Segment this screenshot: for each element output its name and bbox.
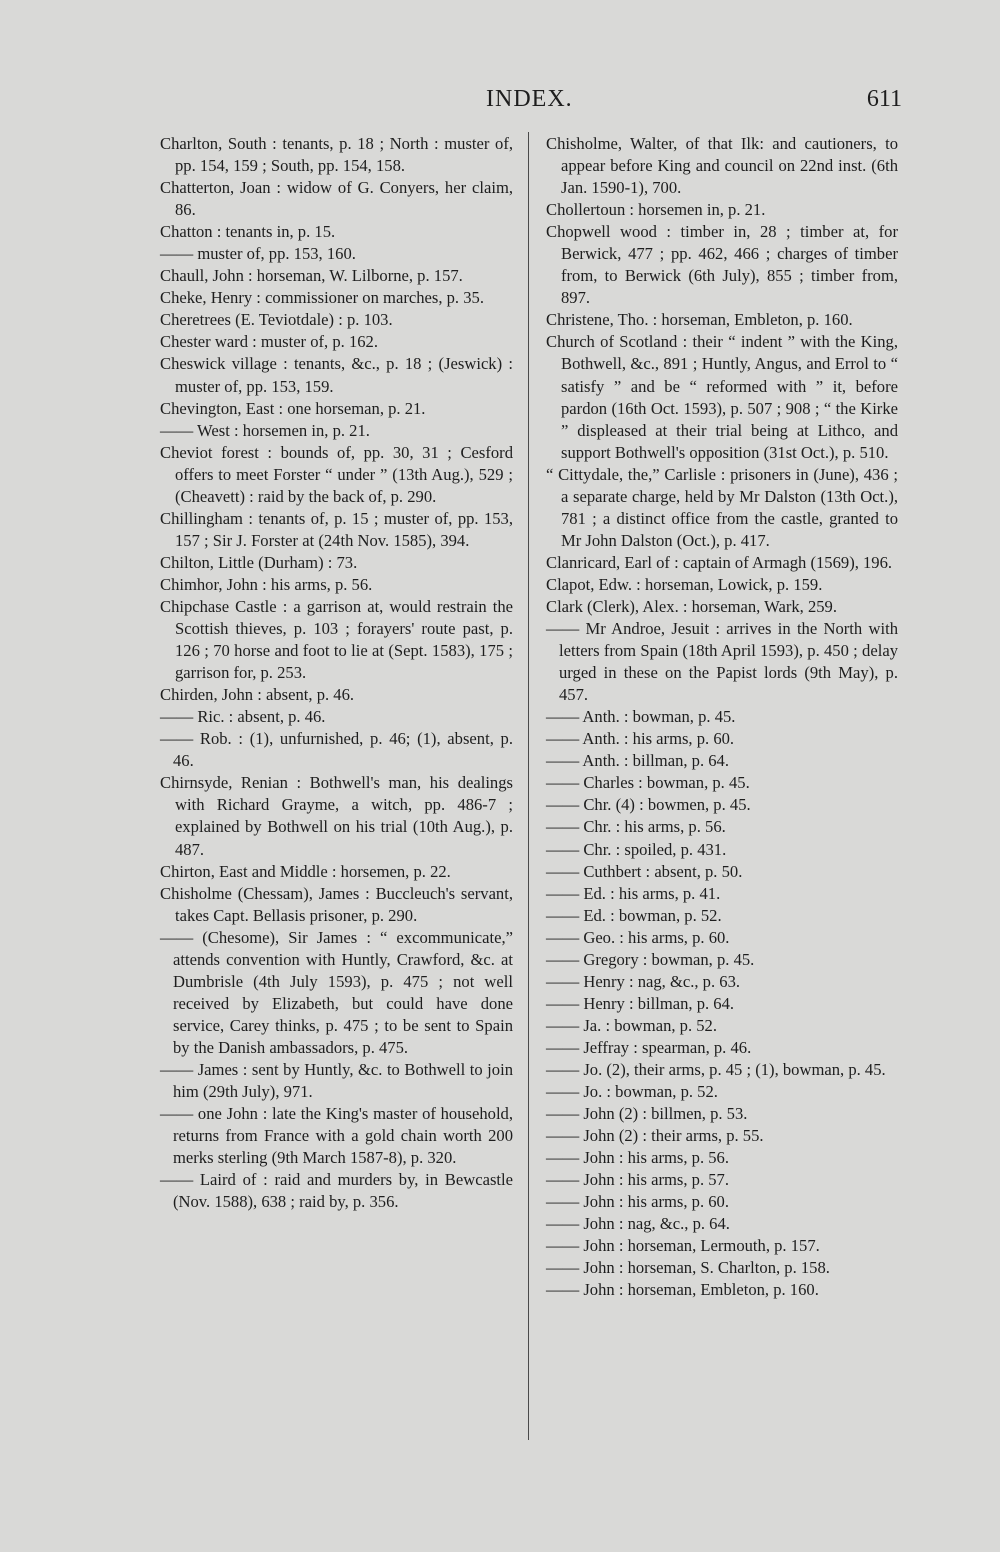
index-entry: Chaull, John : horseman, W. Lilborne, p. 157. [160, 266, 463, 286]
index-entry: Chillingham : tenants of, p. 15 ; muster of, pp. 153, 157 ; Sir J. Forster at (24th Nov. 1585), 394. [160, 508, 513, 550]
index-entry: Clanricard, Earl of : captain of Armagh (1569), 196. [546, 552, 893, 572]
index-entry: Chester ward : muster of, p. 162. [160, 332, 378, 352]
index-entry: —— Chr. : spoiled, p. 431. [546, 839, 727, 859]
index-entry: —— John : horseman, S. Charlton, p. 158. [546, 1258, 830, 1278]
index-entry: —— Ric. : absent, p. 46. [160, 707, 326, 727]
index-entry: Chisholme, Walter, of that Ilk: and cautioners, to appear before King and council on 22nd inst. (6th Jan. 1590-1), 700. [546, 134, 898, 198]
index-entry: Chirden, John : absent, p. 46. [160, 685, 355, 705]
index-column-left [160, 133, 513, 1213]
index-entry: —— Chr. (4) : bowmen, p. 45. [546, 795, 751, 815]
index-entry: —— Charles : bowman, p. 45. [546, 773, 750, 793]
index-entry: —— Anth. : bowman, p. 45. [546, 707, 736, 727]
index-entry: —— Rob. : (1), unfurnished, p. 46; (1), absent, p. 46. [160, 729, 513, 771]
index-entry: —— Gregory : bowman, p. 45. [546, 949, 755, 969]
index-entry: —— Ed. : bowman, p. 52. [546, 905, 722, 925]
index-entry: —— John : his arms, p. 57. [546, 1170, 729, 1190]
running-header [0, 86, 1000, 120]
index-entry: —— muster of, pp. 153, 160. [160, 244, 356, 264]
index-entry: Chatterton, Joan : widow of G. Conyers, her claim, 86. [160, 178, 513, 220]
index-entry: —— Ed. : his arms, p. 41. [546, 883, 721, 903]
index-entry: —— (Chesome), Sir James : “ excommunicate,” attends convention with Huntly, Crawford, &c. at Dumbrisle (4th July 1593), p. 475 ; not well received by Elizabeth, but could have done service, Carey thinks, p. 475 ; to be sent to Spain by the Danish ambassadors, p. 475. [160, 927, 513, 1057]
index-entry: —— Jo. : bowman, p. 52. [546, 1082, 718, 1102]
index-entry: —— John (2) : billmen, p. 53. [546, 1104, 748, 1124]
index-entry: Cheretrees (E. Teviotdale) : p. 103. [160, 310, 393, 330]
index-entry: —— Henry : billman, p. 64. [546, 993, 735, 1013]
page-number: 611 [866, 86, 902, 112]
index-entry: —— Ja. : bowman, p. 52. [546, 1015, 717, 1035]
page-title: INDEX. [486, 86, 573, 112]
index-entry: “ Cittydale, the,” Carlisle : prisoners in (June), 436 ; a separate charge, held by Mr Dalston (13th Oct.), 781 ; a distinct office from the castle, granted to Mr John Dalston (Oct.), p. 417. [546, 464, 898, 550]
index-entry: Church of Scotland : their “ indent ” with the King, Bothwell, &c., 891 ; Huntly, Angus, and Errol to “ satisfy ” and be “ reformed with ” it, before pardon (16th Oct. 1593), p. 507 ; 908 ; “ the Kirke ” displeased at their trial being at Lithco, and support Bothwell's opposition (31st Oct.), p. 510. [546, 332, 898, 462]
index-entry: Chatton : tenants in, p. 15. [160, 222, 336, 242]
index-entry: Cheswick village : tenants, &c., p. 18 ; (Jeswick) : muster of, pp. 153, 159. [160, 354, 513, 396]
index-entry: —— Chr. : his arms, p. 56. [546, 817, 726, 837]
index-entry: Chopwell wood : timber in, 28 ; timber at, for Berwick, 477 ; pp. 462, 466 ; charges of timber from, to Berwick (6th July), 855 ; timber from, 897. [546, 222, 898, 308]
index-entry: Clark (Clerk), Alex. : horseman, Wark, 259. [546, 596, 837, 616]
index-entry: —— Cuthbert : absent, p. 50. [546, 861, 743, 881]
index-entry: —— James : sent by Huntly, &c. to Bothwell to join him (29th July), 971. [160, 1059, 513, 1102]
index-entry: —— one John : late the King's master of household, returns from France with a gold chain worth 200 merks sterling (9th March 1587-8), p. 320. [160, 1104, 513, 1168]
index-entry: —— Anth. : his arms, p. 60. [546, 729, 735, 749]
index-entry: Chimhor, John : his arms, p. 56. [160, 574, 373, 594]
index-entry: —— Jo. (2), their arms, p. 45 ; (1), bowman, p. 45. [546, 1059, 886, 1079]
index-entry: —— Anth. : billman, p. 64. [546, 751, 729, 771]
index-entry: —— John : horseman, Lermouth, p. 157. [546, 1236, 820, 1256]
index-entry: —— Geo. : his arms, p. 60. [546, 927, 730, 947]
index-entry: Cheke, Henry : commissioner on marches, p. 35. [160, 288, 484, 308]
column-divider [528, 132, 529, 1440]
index-entry: —— Mr Androe, Jesuit : arrives in the North with letters from Spain (18th April 1593), p. 450 ; delay urged in these on the Papist lords (9th May), p. 457. [546, 619, 898, 705]
index-entry: —— West : horsemen in, p. 21. [160, 420, 370, 440]
index-entry: —— John : his arms, p. 56. [546, 1148, 729, 1168]
index-entry: Christene, Tho. : horseman, Embleton, p. 160. [546, 310, 853, 330]
index-column-right [546, 133, 898, 1301]
index-entry: Clapot, Edw. : horseman, Lowick, p. 159. [546, 574, 823, 594]
index-entry: Chisholme (Chessam), James : Buccleuch's servant, takes Capt. Bellasis prisoner, p. 290. [160, 883, 513, 925]
index-entry: —— John (2) : their arms, p. 55. [546, 1126, 764, 1146]
index-entry: Chevington, East : one horseman, p. 21. [160, 398, 426, 418]
index-entry: —— Jeffray : spearman, p. 46. [546, 1037, 752, 1057]
index-entry: —— Henry : nag, &c., p. 63. [546, 971, 741, 991]
index-entry: Chipchase Castle : a garrison at, would restrain the Scottish thieves, p. 103 ; forayers' route past, p. 126 ; 70 horse and foot to lie at (Sept. 1583), 175 ; garrison for, p. 253. [160, 596, 513, 683]
index-entry: —— John : horseman, Embleton, p. 160. [546, 1280, 819, 1300]
index-entry: Chirnsyde, Renian : Bothwell's man, his dealings with Richard Grayme, a witch, pp. 486-7 ; explained by Bothwell on his trial (10th Aug.), p. 487. [160, 773, 513, 859]
index-entry: —— John : nag, &c., p. 64. [546, 1214, 730, 1234]
index-entry: —— Laird of : raid and murders by, in Bewcastle (Nov. 1588), 638 ; raid by, p. 356. [160, 1170, 513, 1212]
index-entry: Chilton, Little (Durham) : 73. [160, 552, 358, 572]
index-entry: Cheviot forest : bounds of, pp. 30, 31 ; Cesford offers to meet Forster “ under ” (13th Aug.), 529 ; (Cheavett) : raid by the back of, p. 290. [160, 442, 513, 506]
index-entry: Chirton, East and Middle : horsemen, p. 22. [160, 861, 451, 881]
index-entry: —— John : his arms, p. 60. [546, 1192, 729, 1212]
index-entry: Chollertoun : horsemen in, p. 21. [546, 200, 766, 220]
index-entry: Charlton, South : tenants, p. 18 ; North : muster of, pp. 154, 159 ; South, pp. 154, 158. [160, 134, 513, 176]
